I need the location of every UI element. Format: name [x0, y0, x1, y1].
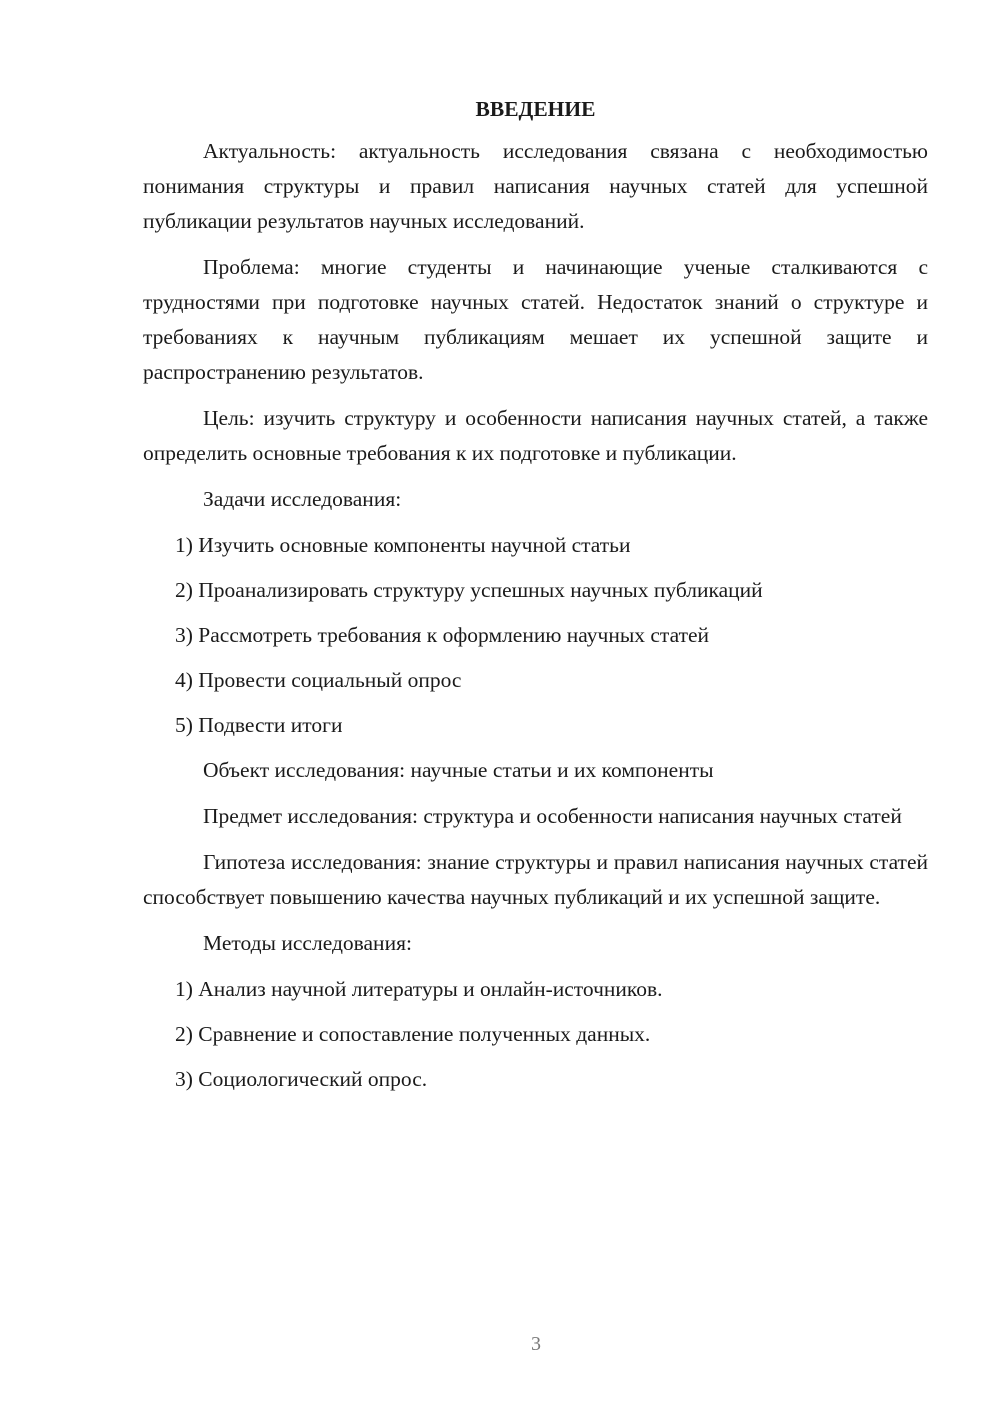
tasks-heading: Задачи исследования: [203, 487, 402, 511]
document-page [143, 92, 928, 1107]
list-item: 5) Подвести итоги [175, 713, 343, 737]
page-number: 3 [531, 1333, 541, 1355]
methods-heading: Методы исследования: [203, 931, 412, 955]
methods-list [143, 972, 928, 1097]
object-paragraph: Объект исследования: научные статьи и их компоненты [203, 758, 714, 782]
list-item: 4) Провести социальный опрос [175, 668, 462, 692]
subject-paragraph: Предмет исследования: структура и особенности написания научных статей [203, 804, 902, 828]
list-item: 3) Рассмотреть требования к оформлению научных статей [175, 623, 710, 647]
list-item: 2) Проанализировать структуру успешных научных публикаций [175, 578, 763, 602]
list-item: 1) Анализ научной литературы и онлайн-источников. [175, 977, 663, 1001]
problem-paragraph: Проблема: многие студенты и начинающие ученые сталкиваются с трудностями при подготовке научных статей. Недостаток знаний о структуре и требованиях к научным публикациям мешает их успешной защите и распространению результатов. [143, 255, 928, 384]
goal-paragraph: Цель: изучить структуру и особенности написания научных статей, а также определить основные требования к их подготовке и публикации. [143, 406, 928, 465]
list-item: 2) Сравнение и сопоставление полученных данных. [175, 1022, 651, 1046]
section-title: ВВЕДЕНИЕ [475, 97, 596, 121]
list-item: 1) Изучить основные компоненты научной статьи [175, 533, 631, 557]
hypothesis-paragraph: Гипотеза исследования: знание структуры и правил написания научных статей способствует повышению качества научных публикаций и их успешной защите. [143, 850, 928, 909]
relevance-paragraph: Актуальность: актуальность исследования связана с необходимостью понимания структуры и правил написания научных статей для успешной публикации результатов научных исследований. [143, 139, 928, 233]
list-item: 3) Социологический опрос. [175, 1067, 428, 1091]
tasks-list [143, 528, 928, 743]
